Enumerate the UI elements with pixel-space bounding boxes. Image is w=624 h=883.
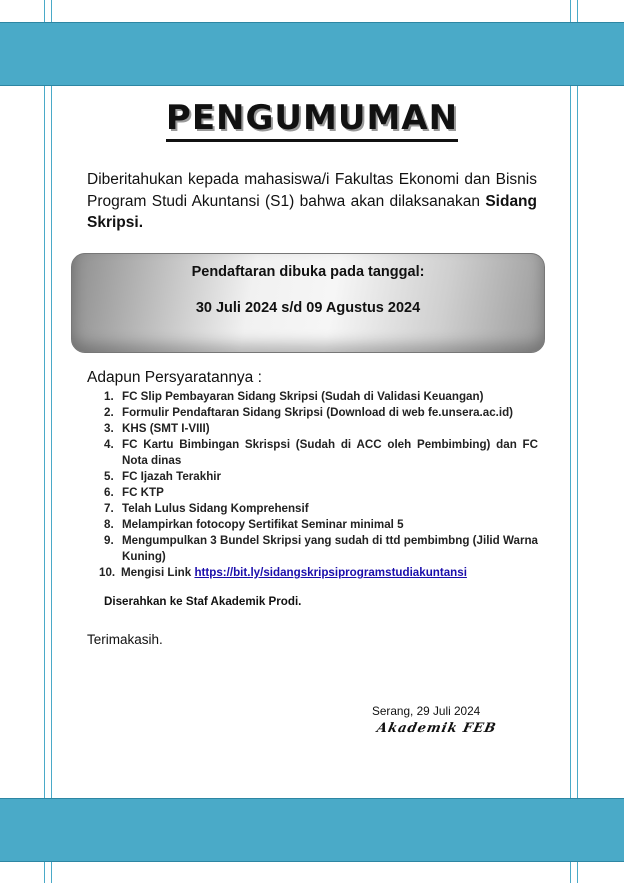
list-item: 5. FC Ijazah Terakhir: [104, 470, 222, 483]
registration-box: [71, 253, 545, 353]
list-item: 6. FC KTP: [104, 486, 164, 499]
event-name: Sidang Skripsi.: [87, 192, 537, 231]
intro-paragraph: Diberitahukan kepada mahasiswa/i Fakultas Ekonomi dan Bisnis Program Studi Akuntansi (S1) bahwa akan dilaksanakan Sidang Skripsi.: [87, 171, 537, 231]
bottom-banner: [0, 798, 624, 862]
place-date: Serang, 29 Juli 2024: [372, 704, 481, 718]
registration-link[interactable]: https://bit.ly/sidangskripsiprogramstudiakuntansi: [194, 566, 467, 579]
list-item: 2. Formulir Pendaftaran Sidang Skripsi (Download di web fe.unsera.ac.id): [104, 406, 514, 419]
page-title: PENGUMUMAN: [0, 98, 624, 138]
list-item: 9. Mengumpulkan 3 Bundel Skripsi yang sudah di ttd pembimbng (Jilid Warna Kuning): [104, 534, 538, 563]
requirements-label: Adapun Persyaratannya :: [87, 369, 262, 386]
signature: Akademik FEB: [375, 721, 498, 736]
list-item: 7. Telah Lulus Sidang Komprehensif: [104, 502, 309, 515]
staff-note: Diserahkan ke Staf Akademik Prodi.: [104, 595, 302, 608]
list-item: 8. Melampirkan fotocopy Sertifikat Seminar minimal 5: [104, 518, 404, 531]
requirements-list: [99, 389, 538, 581]
registration-heading: Pendaftaran dibuka pada tanggal:: [191, 264, 425, 280]
list-item: 1. FC Slip Pembayaran Sidang Skripsi (Sudah di Validasi Keuangan): [104, 390, 484, 403]
top-banner: [0, 22, 624, 86]
list-item: 10. Mengisi Link https://bit.ly/sidangskripsiprogramstudiakuntansi: [99, 566, 467, 579]
list-item: 3. KHS (SMT I-VIII): [104, 422, 210, 435]
registration-period: 30 Juli 2024 s/d 09 Agustus 2024: [195, 300, 421, 316]
closing-thanks: Terimakasih.: [87, 632, 163, 647]
list-item: 4. FC Kartu Bimbingan Skrispsi (Sudah di ACC oleh Pembimbing) dan FC Nota dinas: [104, 438, 538, 467]
